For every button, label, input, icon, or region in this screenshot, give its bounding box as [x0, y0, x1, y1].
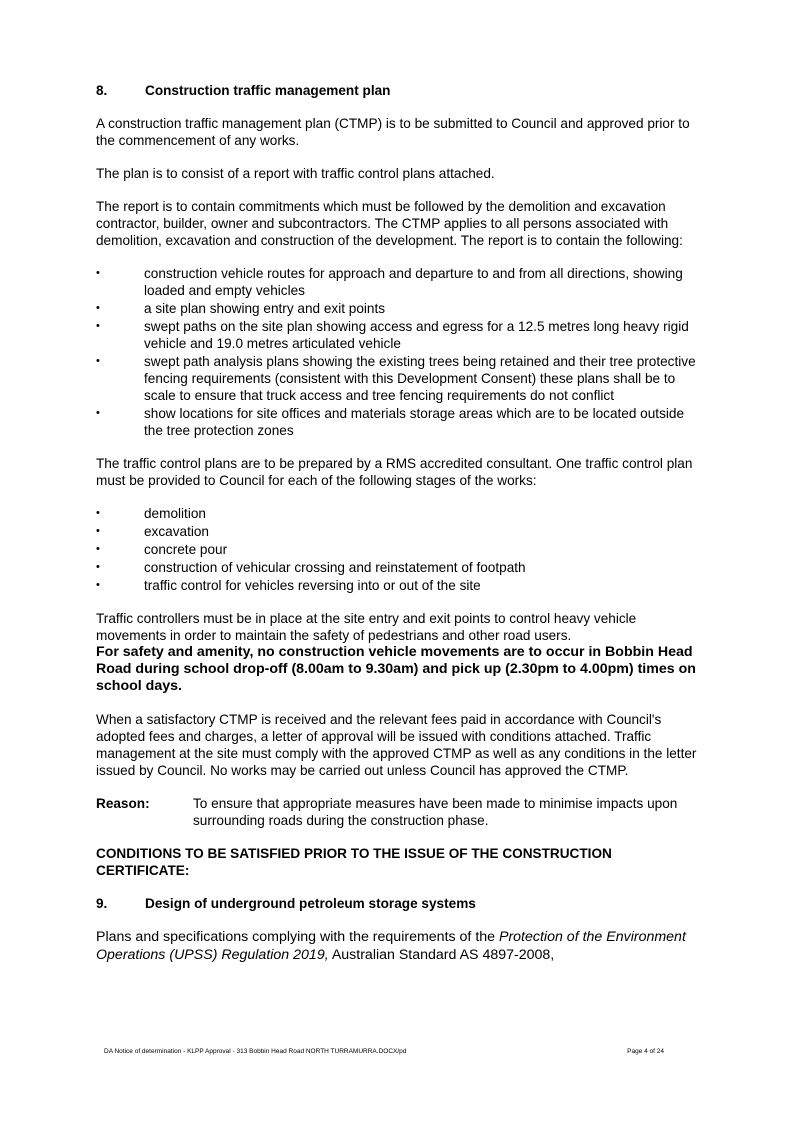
section-9-number: 9.: [96, 896, 108, 911]
stage-items-list: [96, 505, 706, 594]
section-9-heading: [96, 895, 706, 912]
footer-page-number: Page 4 of 24: [627, 1048, 664, 1055]
section-8-number: 8.: [96, 83, 108, 98]
bullet-icon: •: [96, 302, 100, 314]
conditions-heading: CONDITIONS TO BE SATISFIED PRIOR TO THE ISSUE OF THE CONSTRUCTION CERTIFICATE:: [96, 846, 612, 878]
list-item: • construction of vehicular crossing and reinstatement of footpath: [96, 560, 526, 575]
section-8-title: Construction traffic management plan: [145, 83, 391, 98]
list-item: • excavation: [96, 524, 209, 539]
bullet-icon: •: [96, 407, 100, 419]
section-9-title: Design of underground petroleum storage systems: [145, 896, 476, 911]
list-item: • show locations for site offices and materials storage areas which are to be located outside the tree protection zones: [96, 406, 685, 438]
traffic-control-plans-paragraph: The traffic control plans are to be prepared by a RMS accredited consultant. One traffic control plan must be provided to Council for each of the following stages of the works:: [96, 456, 693, 488]
bullet-icon: •: [96, 355, 100, 367]
ctmp-intro-paragraph: A construction traffic management plan (CTMP) is to be submitted to Council and approved prior to the commencement of any works.: [96, 116, 690, 148]
upss-plans-paragraph: Plans and specifications complying with the requirements of the Protection of the Environment Operations (UPSS) Regulation 2019, Australian Standard AS 4897-2008,: [96, 929, 686, 963]
school-times-restriction: For safety and amenity, no construction vehicle movements are to occur in Bobbin Head Road during school drop-off (8.00am to 9.30am) and pick up (2.30pm to 4.00pm) times on school days.: [96, 644, 696, 694]
bullet-icon: •: [96, 267, 100, 279]
list-item: • demolition: [96, 506, 206, 521]
list-item: • swept path analysis plans showing the existing trees being retained and their tree protective fencing requirements (consistent with this Development Consent) these plans shall be to scale to ensure that truck access and tree fencing requirements do not conflict: [96, 354, 696, 403]
plan-consist-paragraph: The plan is to consist of a report with traffic control plans attached.: [96, 166, 495, 181]
list-item: • traffic control for vehicles reversing into or out of the site: [96, 578, 481, 593]
bullet-icon: •: [96, 320, 100, 332]
list-item: • construction vehicle routes for approach and departure to and from all directions, showing loaded and empty vehicles: [96, 266, 683, 298]
page-footer: [104, 1048, 664, 1056]
report-items-list: [96, 265, 706, 439]
list-item: • swept paths on the site plan showing access and egress for a 12.5 metres long heavy rigid vehicle and 19.0 metres articulated vehicle: [96, 319, 689, 351]
list-item: • a site plan showing entry and exit points: [96, 301, 386, 316]
reason-text: To ensure that appropriate measures have been made to minimise impacts upon surrounding roads during the construction phase.: [193, 796, 678, 828]
list-item: • concrete pour: [96, 542, 228, 557]
bullet-icon: •: [96, 579, 100, 591]
document-page: [96, 82, 706, 964]
bullet-icon: •: [96, 543, 100, 555]
report-contents-paragraph: The report is to contain commitments which must be followed by the demolition and excavation contractor, builder, owner and subcontractors. The CTMP applies to all persons associated with demolition, excavation and construction of the development. The report is to contain the following:: [96, 199, 683, 248]
ctmp-approval-paragraph: When a satisfactory CTMP is received and the relevant fees paid in accordance with Council's adopted fees and charges, a letter of approval will be issued with conditions attached. Traffic management at the site must comply with the approved CTMP as well as any conditions in the letter issued by Council. No works may be carried out unless Council has approved the CTMP.: [96, 712, 697, 778]
footer-document-name: DA Notice of determination - KLPP Approval - 313 Bobbin Head Road NORTH TURRAMURRA.DOCX/pd: [104, 1048, 407, 1055]
bullet-icon: •: [96, 561, 100, 573]
reason-block: [96, 795, 706, 829]
bullet-icon: •: [96, 525, 100, 537]
section-8-heading: [96, 82, 706, 99]
regulation-title: Protection of the Environment Operations (UPSS) Regulation 2019,: [96, 929, 686, 963]
bullet-icon: •: [96, 507, 100, 519]
reason-label: Reason:: [96, 796, 150, 811]
traffic-controllers-paragraph: Traffic controllers must be in place at the site entry and exit points to control heavy vehicle movements in order to maintain the safety of pedestrians and other road users.: [96, 611, 637, 643]
